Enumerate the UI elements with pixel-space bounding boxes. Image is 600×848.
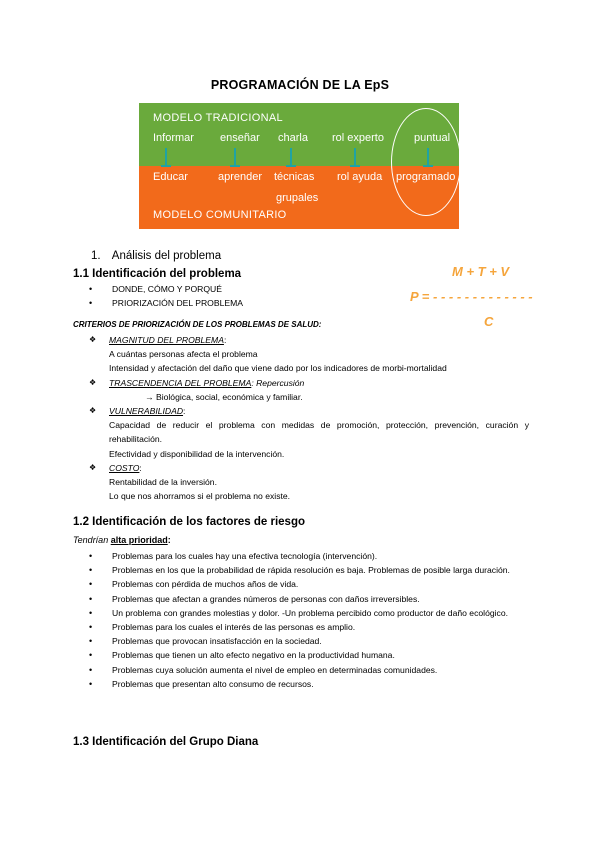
section-1-heading bbox=[91, 250, 221, 262]
connector-tick-bar bbox=[350, 165, 360, 167]
diamond-bullet-icon: ❖ bbox=[89, 462, 97, 472]
priority-suffix: : bbox=[167, 535, 171, 545]
subsection-1-2-heading: 1.2 Identificación de los factores de riesgo bbox=[73, 516, 305, 528]
diamond-bullet-icon: ❖ bbox=[89, 406, 97, 416]
bottom-label-programado: programado bbox=[396, 171, 456, 183]
criterion-suffix: : bbox=[223, 335, 227, 345]
formula-left: P = bbox=[410, 289, 434, 304]
subsection-1-1-heading: 1.1 Identificación del problema bbox=[73, 268, 242, 280]
traditional-model-caption: MODELO TRADICIONAL bbox=[153, 112, 283, 124]
list-item: • Problemas en los que la probabilidad de rápida resolución es baja. Problemas de posible larga duración. bbox=[89, 563, 527, 577]
formula-numerator: M + T + V bbox=[452, 264, 510, 279]
criterion-label: VULNERABILIDAD bbox=[109, 406, 184, 417]
list-item: • Problemas cuya solución aumenta el nivel de empleo en determinadas comunidades. bbox=[89, 663, 527, 677]
list-item: • Problemas que afectan a grandes números de personas con daños irreversibles. bbox=[89, 592, 527, 606]
criterion-label: MAGNITUD DEL PROBLEMA bbox=[109, 335, 224, 345]
list-item: • Problemas que provocan insatisfacción en la sociedad. bbox=[89, 634, 527, 648]
criterion-line: → Biológica, social, económica y familiar. bbox=[145, 391, 303, 402]
criterion-suffix: : bbox=[183, 406, 186, 417]
criterion-label: COSTO bbox=[109, 462, 140, 473]
criterion-line: A cuántas personas afecta el problema bbox=[109, 349, 258, 360]
section-1-number: 1. bbox=[91, 250, 101, 262]
criterion-line: Capacidad de reducir el problema con medidas de promoción, protección, prevención, curación y rehabilitación. bbox=[109, 420, 529, 445]
criterion-suffix: : bbox=[139, 462, 142, 473]
subsection-1-3-heading: 1.3 Identificación del Grupo Diana bbox=[73, 736, 259, 748]
problem-identification-list bbox=[89, 282, 509, 310]
model-diagram bbox=[139, 103, 459, 229]
top-label-informar: Informar bbox=[153, 132, 194, 144]
bottom-label-rol-ayuda: rol ayuda bbox=[337, 171, 383, 183]
criterion-label: TRASCENDENCIA DEL PROBLEMA bbox=[109, 377, 252, 388]
list-item: • Problemas que tienen un alto efecto negativo en la productividad humana. bbox=[89, 648, 527, 662]
list-item: • Problemas para los cuales el interés de las personas es amplio. bbox=[89, 620, 527, 634]
diamond-bullet-icon: ❖ bbox=[89, 377, 97, 387]
criterion-costo bbox=[89, 461, 529, 504]
list-item: • Problemas para los cuales hay una efectiva tecnología (intervención). bbox=[89, 549, 527, 563]
criterion-line: Intensidad y afectación del daño que viene dado por los indicadores de morbi-mortalidad bbox=[109, 363, 447, 374]
connector-tick-bar bbox=[286, 165, 296, 167]
list-item: • DONDE, CÓMO Y PORQUÉ bbox=[89, 282, 509, 296]
top-label-puntual: puntual bbox=[414, 132, 451, 144]
top-label-ensenar: enseñar bbox=[220, 132, 260, 144]
list-item: • Un problema con grandes molestias y dolor. -Un problema percibido como productor de daño ecológico. bbox=[89, 606, 527, 620]
diamond-bullet-icon: ❖ bbox=[89, 335, 97, 344]
criterion-magnitud bbox=[89, 333, 529, 376]
connector-tick bbox=[234, 148, 236, 166]
bottom-label-aprender: aprender bbox=[218, 171, 263, 183]
connector-tick bbox=[290, 148, 292, 166]
criterion-line: Efectividad y disponibilidad de la intervención. bbox=[109, 448, 285, 459]
priority-prefix: Tendrían bbox=[73, 535, 111, 545]
top-label-rol-experto: rol experto bbox=[332, 132, 384, 144]
criterion-suffix: : Repercusión bbox=[251, 377, 305, 388]
connector-tick bbox=[165, 148, 167, 166]
list-item: • Problemas con pérdida de muchos años de vida. bbox=[89, 577, 527, 591]
priority-list bbox=[89, 549, 527, 691]
highlight-ellipse bbox=[391, 108, 461, 216]
priority-intro bbox=[73, 535, 171, 545]
bottom-label-educar: Educar bbox=[153, 171, 188, 183]
formula-dashes: - - - - - - - - - - - - - bbox=[433, 289, 533, 304]
top-label-charla: charla bbox=[278, 132, 308, 144]
criteria-list bbox=[89, 333, 529, 503]
community-model-caption: MODELO COMUNITARIO bbox=[153, 209, 287, 221]
bottom-label-grupales: grupales bbox=[276, 192, 319, 204]
criterion-line: Rentabilidad de la inversión. bbox=[109, 477, 217, 488]
priority-emphasis: alta prioridad bbox=[110, 535, 168, 545]
list-item: • Problemas que presentan alto consumo de recursos. bbox=[89, 677, 527, 691]
connector-tick-bar bbox=[161, 165, 171, 167]
section-1-title: Análisis del problema bbox=[111, 250, 222, 262]
page-title: PROGRAMACIÓN DE LA EpS bbox=[210, 78, 390, 92]
criterion-line: Lo que nos ahorramos si el problema no existe. bbox=[109, 491, 291, 502]
criteria-heading: CRITERIOS DE PRIORIZACIÓN DE LOS PROBLEMAS DE SALUD: bbox=[73, 320, 322, 329]
list-item: • PRIORIZACIÓN DEL PROBLEMA bbox=[89, 296, 509, 310]
connector-tick-bar bbox=[230, 165, 240, 167]
criterion-trascendencia bbox=[89, 376, 529, 404]
connector-tick bbox=[354, 148, 356, 166]
bottom-label-tecnicas: técnicas bbox=[274, 171, 315, 183]
formula-denominator: C bbox=[484, 314, 494, 329]
criterion-vulnerabilidad bbox=[89, 404, 529, 461]
